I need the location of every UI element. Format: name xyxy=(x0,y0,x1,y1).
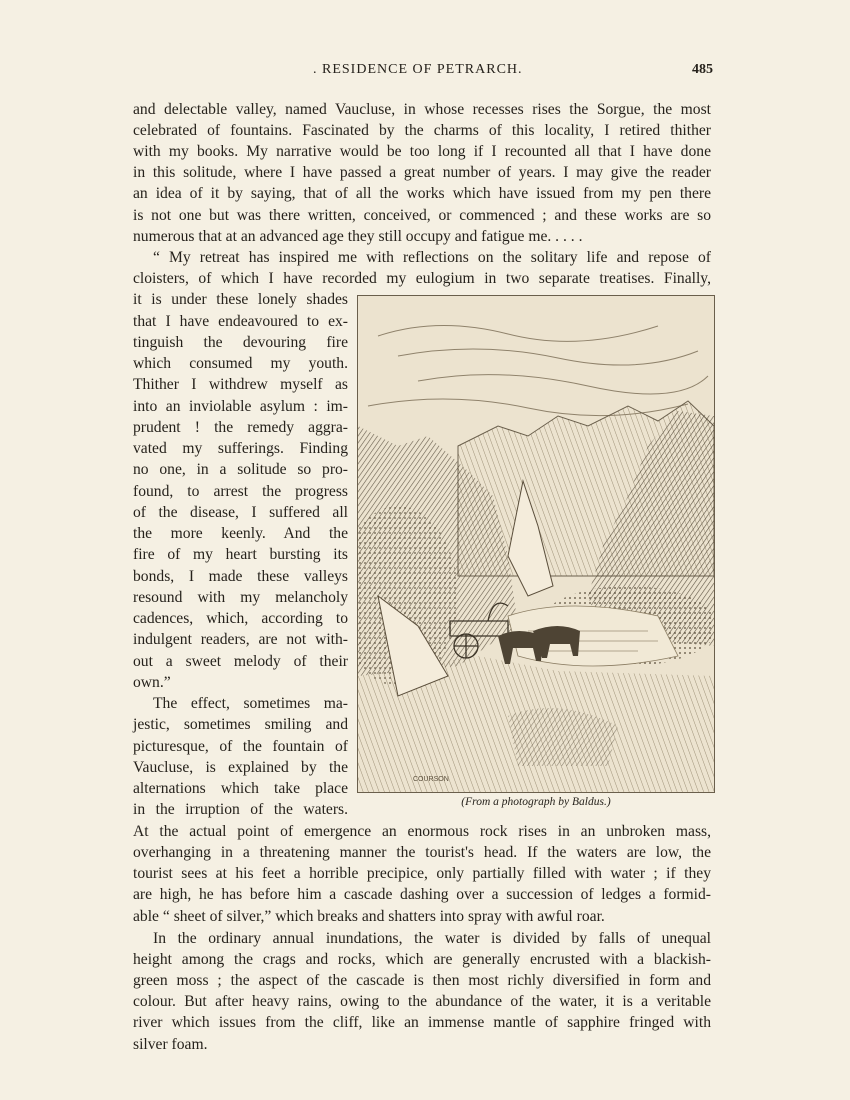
text-line: picturesque, of the fountain of xyxy=(133,738,348,755)
text-line: alternations which take place xyxy=(133,780,348,797)
text-line: “ My retreat has inspired me with reflections on the solitary life and repose of xyxy=(153,249,711,266)
text-line: At the actual point of emergence an enormous rock rises in an unbroken mass, xyxy=(133,823,711,840)
text-line: Vaucluse, is explained by the xyxy=(133,759,348,776)
text-line: no one, in a solitude so pro- xyxy=(133,461,348,478)
text-line: Thither I withdrew myself as xyxy=(133,376,348,393)
engraver-signature: COURSON xyxy=(413,776,449,783)
text-line: green moss ; the aspect of the cascade is then most richly diversified in form and xyxy=(133,972,711,989)
text-line: able “ sheet of silver,” which breaks and shatters into spray with awful roar. xyxy=(133,908,605,925)
vaucluse-valley-engraving xyxy=(358,296,714,792)
text-line: that I have endeavoured to ex- xyxy=(133,313,348,330)
text-line: celebrated of fountains. Fascinated by the charms of this locality, I retired thither xyxy=(133,122,711,139)
text-line: resound with my melancholy xyxy=(133,589,348,606)
running-header xyxy=(133,62,713,82)
text-line: height among the crags and rocks, which are generally encrusted with a blackish- xyxy=(133,951,711,968)
running-title: . RESIDENCE OF PETRARCH. xyxy=(313,62,523,77)
text-line: of the disease, I suffered all xyxy=(133,504,348,521)
engraving-illustration xyxy=(357,295,715,793)
text-line: out a sweet melody of their xyxy=(133,653,348,670)
text-line: into an inviolable asylum : im- xyxy=(133,398,348,415)
text-line: river which issues from the cliff, like an immense mantle of sapphire fringed with xyxy=(133,1014,711,1031)
text-line: with my books. My narrative would be too long if I recounted all that I have done xyxy=(133,143,711,160)
text-line: cloisters, of which I have recorded my eulogium in two separate treatises. Finally, xyxy=(133,270,711,287)
text-line: jestic, sometimes smiling and xyxy=(133,716,348,733)
text-line: numerous that at an advanced age they still occupy and fatigue me. . . . . xyxy=(133,228,583,245)
text-line: and delectable valley, named Vaucluse, in whose recesses rises the Sorgue, the most xyxy=(133,101,711,118)
text-line: silver foam. xyxy=(133,1036,208,1053)
text-line: tinguish the devouring fire xyxy=(133,334,348,351)
text-line: the more keenly. And the xyxy=(133,525,348,542)
text-line: is not one but was there written, conceived, or commenced ; and these works are so xyxy=(133,207,711,224)
text-line: indulgent readers, are not with- xyxy=(133,631,348,648)
text-line: prudent ! the remedy aggra- xyxy=(133,419,348,436)
text-line: it is under these lonely shades xyxy=(133,291,348,308)
figure-caption: (From a photograph by Baldus.) xyxy=(461,796,611,808)
text-line: own.” xyxy=(133,674,171,691)
text-line: tourist sees at his feet a horrible precipice, only partially filled with water ; if they xyxy=(133,865,711,882)
text-line: cadences, which, according to xyxy=(133,610,348,627)
text-line: are high, he has before him a cascade dashing over a succession of ledges a formid- xyxy=(133,886,711,903)
text-line: in this solitude, where I have passed a great number of years. I may give the reader xyxy=(133,164,711,181)
text-line: overhanging in a threatening manner the tourist's head. If the waters are low, the xyxy=(133,844,711,861)
text-line: which consumed my youth. xyxy=(133,355,348,372)
text-line: fire of my heart bursting its xyxy=(133,546,348,563)
text-line: vated my sufferings. Finding xyxy=(133,440,348,457)
text-line: colour. But after heavy rains, owing to the abundance of the water, it is a veritable xyxy=(133,993,711,1010)
page-number: 485 xyxy=(692,62,713,77)
text-line: bonds, I made these valleys xyxy=(133,568,348,585)
text-line: found, to arrest the progress xyxy=(133,483,348,500)
text-line: In the ordinary annual inundations, the water is divided by falls of unequal xyxy=(153,930,711,947)
text-line: an idea of it by saying, that of all the works which have issued from my pen there xyxy=(133,185,711,202)
text-line: The effect, sometimes ma- xyxy=(153,695,348,712)
text-line: in the irruption of the waters. xyxy=(133,801,348,818)
